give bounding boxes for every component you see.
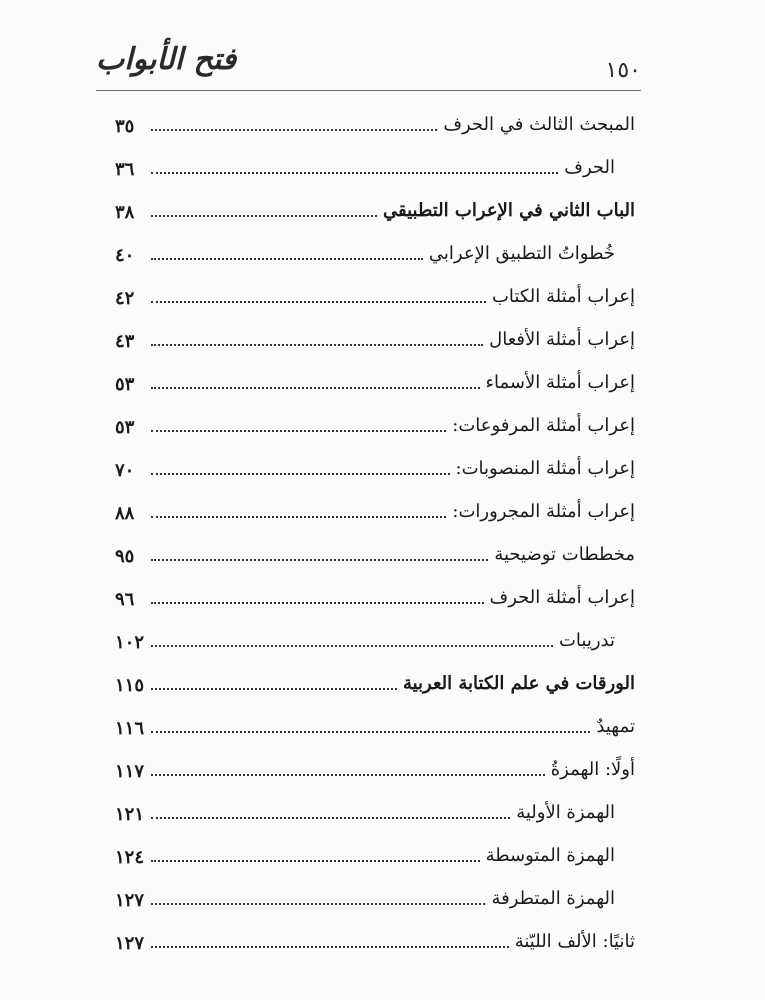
toc-page-number: ١١٥ [115,675,145,696]
toc-leader-dots [151,172,558,174]
toc-entry [115,192,635,235]
toc-title: خُطواتُ التطبيق الإعرابي [428,243,615,264]
toc-leader-dots [151,645,553,647]
toc-title: تمهيدٌ [596,716,635,737]
toc-page-number: ٤٠ [115,245,135,266]
toc-leader-dots [151,817,510,819]
toc-page-number: ١١٧ [115,761,145,782]
toc-page-number: ٥٣ [115,417,135,438]
toc-title: إعراب أمثلة المرفوعات: [452,415,635,436]
toc-leader-dots [151,215,377,217]
toc-entry [115,665,635,708]
toc-entry [115,794,635,837]
toc-leader-dots [151,860,480,862]
toc-page-number: ٥٣ [115,374,135,395]
toc-leader-dots [151,258,423,260]
toc-page-number: ١٢٧ [115,933,145,954]
toc-entry [115,106,635,149]
toc-title: الورقات في علم الكتابة العربية [402,673,635,694]
toc-title: الحرف [564,157,615,178]
toc-title: الباب الثاني في الإعراب التطبيقي [383,200,635,221]
toc-title: ثانيًا: الألف الليّنة [514,931,635,952]
toc-page-number: ٧٠ [115,460,135,481]
toc-title: الهمزة الأولية [516,802,615,823]
toc-leader-dots [151,946,509,948]
toc-leader-dots [151,430,446,432]
toc-title: أولًا: الهمزةُ [550,759,635,780]
toc-page-number: ٩٦ [115,589,135,610]
toc-page-number: ١٠٢ [115,632,145,653]
toc-title: الهمزة المتوسطة [485,845,615,866]
toc-page-number: ٤٢ [115,288,135,309]
toc-entry [115,579,635,622]
toc-page-number: ٤٣ [115,331,135,352]
toc-page-number: ١٢١ [115,804,145,825]
toc-title: إعراب أمثلة الحرف [489,587,635,608]
toc-leader-dots [151,774,545,776]
toc-title: المبحث الثالث في الحرف [443,114,635,135]
toc-leader-dots [151,473,450,475]
toc-leader-dots [151,602,484,604]
toc-leader-dots [151,129,437,131]
book-title-logo: فتح الأبواب [96,42,237,77]
toc-leader-dots [151,344,483,346]
toc-title: إعراب أمثلة المنصوبات: [455,458,635,479]
toc-title: إعراب أمثلة الأفعال [489,329,635,350]
toc-title: إعراب أمثلة الأسماء [485,372,635,393]
toc-entry [115,708,635,751]
toc-entry [115,149,635,192]
toc-title: إعراب أمثلة المجرورات: [452,501,635,522]
toc-page-number: ١١٦ [115,718,145,739]
toc-entry [115,235,635,278]
toc-page-number: ٣٦ [115,159,135,180]
toc-entry [115,321,635,364]
toc-page-number: ٩٥ [115,546,135,567]
toc-title: تدريبات [558,630,615,651]
toc-page-number: ١٢٧ [115,890,145,911]
toc-entry [115,923,635,966]
toc-entry [115,278,635,321]
toc-page-number: ٣٥ [115,116,135,137]
table-of-contents [115,106,635,966]
toc-entry [115,450,635,493]
page-header [96,40,641,91]
toc-leader-dots [151,688,397,690]
toc-leader-dots [151,387,480,389]
page-number: ١٥٠ [605,58,641,83]
toc-entry [115,364,635,407]
toc-title: إعراب أمثلة الكتاب [491,286,635,307]
toc-leader-dots [151,903,485,905]
toc-leader-dots [151,516,446,518]
toc-entry [115,622,635,665]
toc-entry [115,493,635,536]
toc-title: الهمزة المتطرفة [491,888,615,909]
toc-entry [115,837,635,880]
toc-entry [115,880,635,923]
toc-page-number: ٣٨ [115,202,135,223]
toc-title: مخططات توضيحية [494,544,635,565]
toc-leader-dots [151,559,488,561]
toc-entry [115,536,635,579]
toc-leader-dots [151,301,486,303]
toc-page-number: ١٢٤ [115,847,145,868]
toc-leader-dots [151,731,590,733]
toc-entry [115,751,635,794]
toc-entry [115,407,635,450]
toc-page-number: ٨٨ [115,503,135,524]
